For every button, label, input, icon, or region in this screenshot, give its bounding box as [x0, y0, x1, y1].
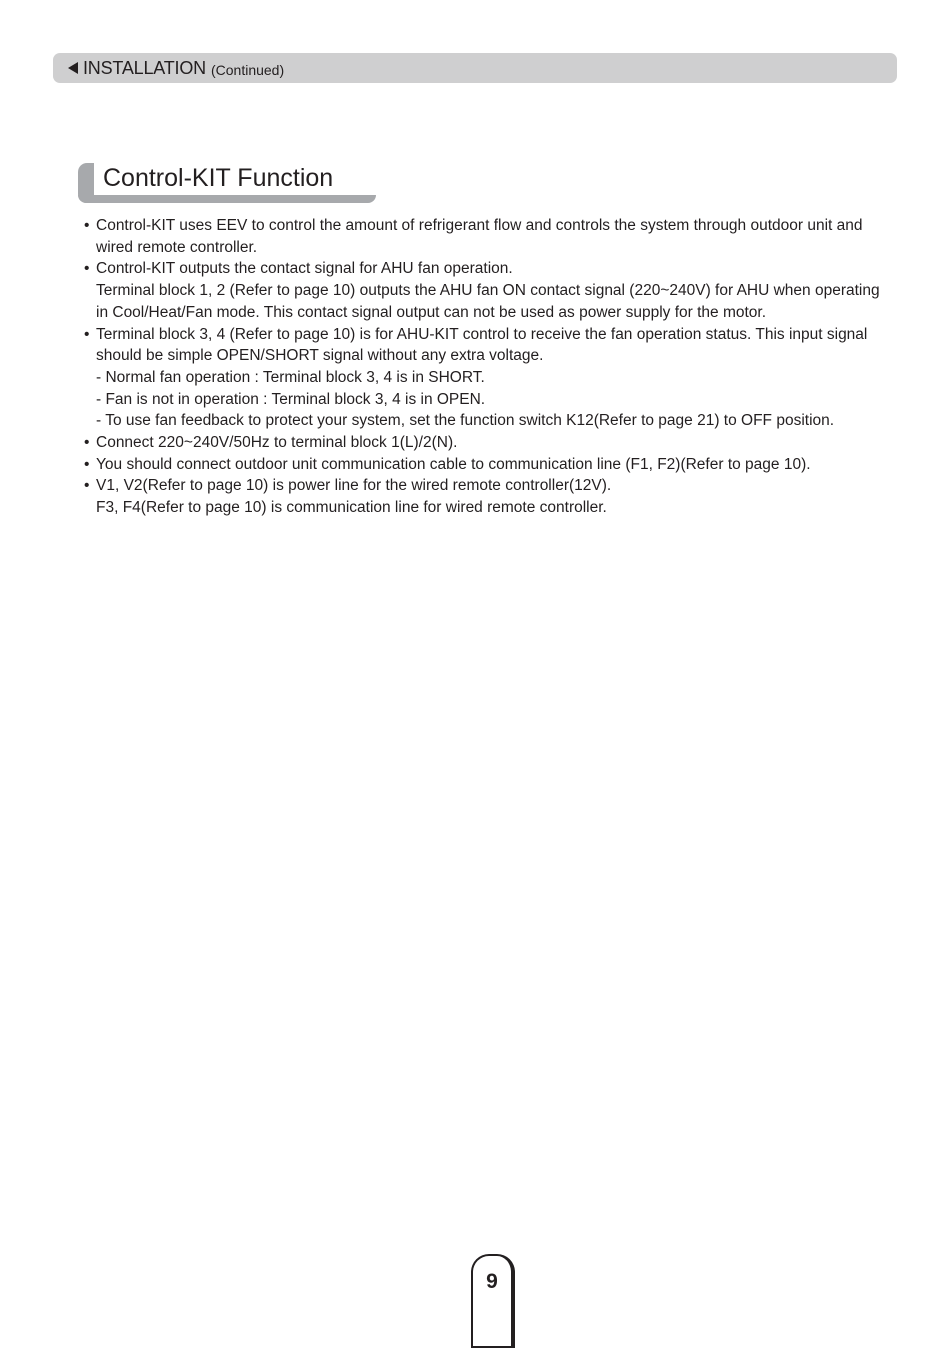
bullet-line: in Cool/Heat/Fan mode. This contact signal output can not be used as power supply for the motor. [96, 303, 767, 321]
bullet-item [84, 475, 904, 518]
bullet-item [84, 258, 904, 323]
bullet-icon: • [84, 477, 90, 495]
bullet-line: Control-KIT outputs the contact signal for AHU fan operation. [96, 260, 513, 278]
triangle-left-icon [68, 62, 78, 74]
page-number: 9 [486, 1270, 498, 1293]
bullet-item [84, 215, 904, 258]
bullet-line: F3, F4(Refer to page 10) is communication line for wired remote controller. [96, 499, 607, 517]
section-header-bar [53, 53, 897, 83]
bullet-line: Control-KIT uses EEV to control the amount of refrigerant flow and controls the system through outdoor unit and [96, 217, 863, 234]
bullet-line: You should connect outdoor unit communication cable to communication line (F1, F2)(Refer to page 10). [96, 455, 811, 473]
section-title-block [78, 163, 378, 203]
bullet-line: Connect 220~240V/50Hz to terminal block 1(L)/2(N). [96, 434, 458, 452]
bullet-icon: • [84, 217, 90, 234]
bullet-line: - Normal fan operation : Terminal block 3, 4 is in SHORT. [96, 368, 485, 386]
bullet-icon: • [84, 455, 90, 473]
bullet-line: - To use fan feedback to protect your system, set the function switch K12(Refer to page 21) to OFF position. [96, 412, 835, 430]
bullet-item [84, 454, 904, 476]
bullet-line: should be simple OPEN/SHORT signal without any extra voltage. [96, 347, 544, 365]
title-underline [78, 195, 376, 203]
section-title: Control-KIT Function [103, 164, 334, 192]
bullet-line: Terminal block 1, 2 (Refer to page 10) outputs the AHU fan ON contact signal (220~240V) for AHU when operating [96, 282, 880, 300]
bullet-line: Terminal block 3, 4 (Refer to page 10) is for AHU-KIT control to receive the fan operation status. This input signal [96, 325, 868, 343]
bullet-icon: • [84, 434, 90, 452]
bullet-item [84, 432, 904, 454]
bullet-icon: • [84, 260, 90, 278]
bullet-line: V1, V2(Refer to page 10) is power line for the wired remote controller(12V). [96, 477, 612, 495]
header-title: INSTALLATION [83, 57, 206, 78]
header-subtitle: (Continued) [210, 61, 285, 78]
bullet-line: wired remote controller. [96, 238, 258, 256]
bullet-item [84, 324, 904, 433]
bullet-line: - Fan is not in operation : Terminal block 3, 4 is in OPEN. [96, 390, 486, 408]
bullet-list [84, 215, 904, 519]
bullet-icon: • [84, 325, 90, 343]
